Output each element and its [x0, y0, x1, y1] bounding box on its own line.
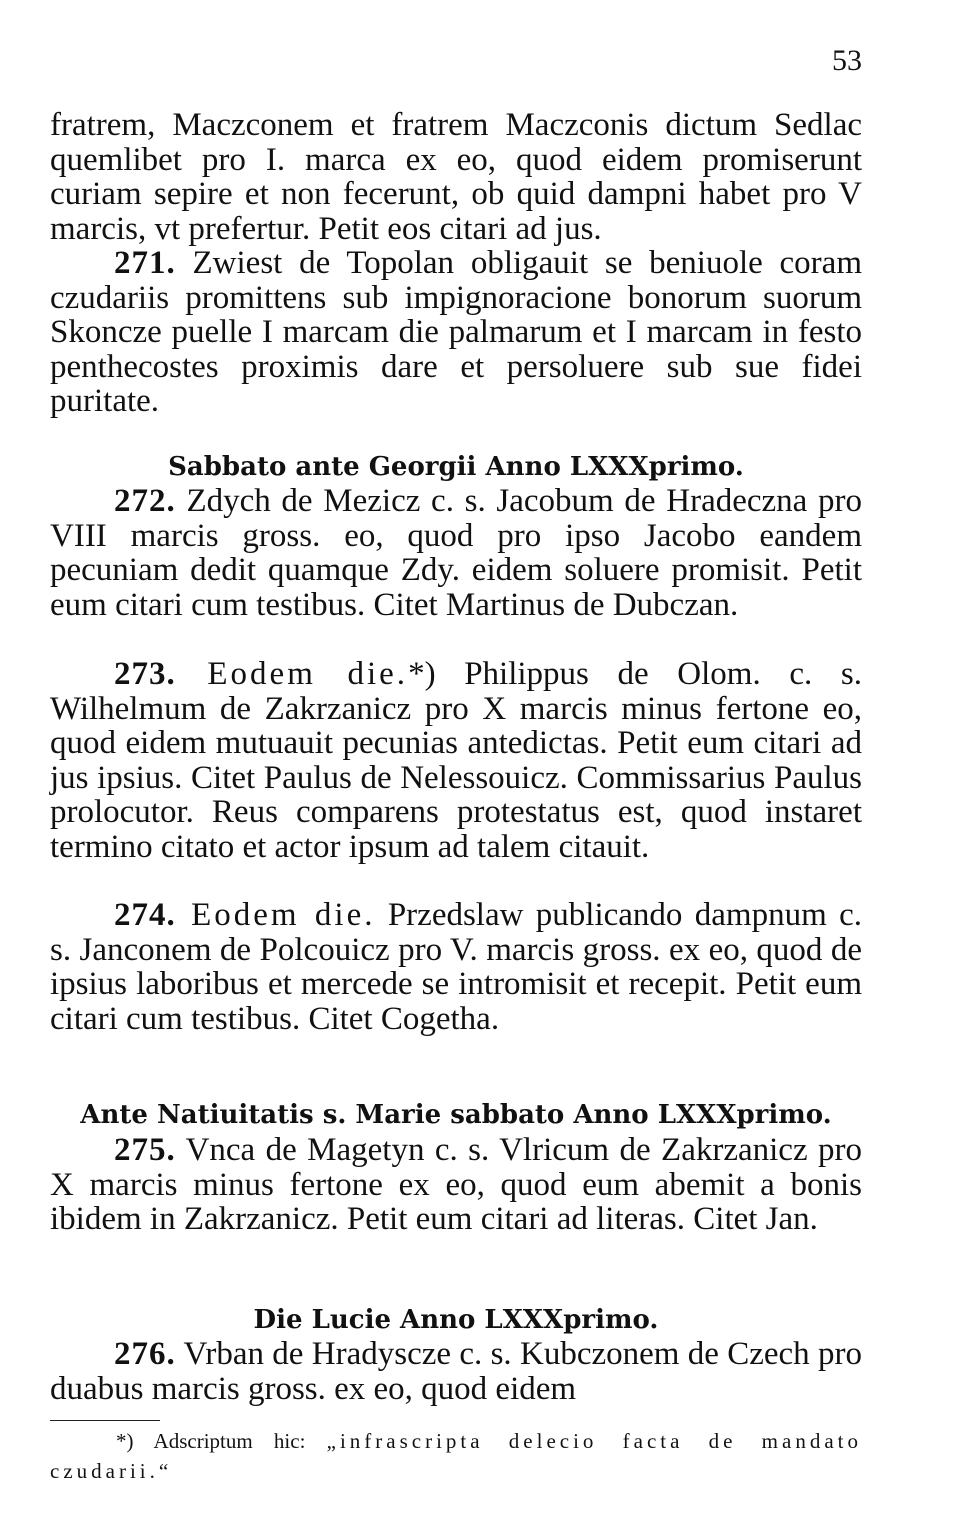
section-heading-3 — [50, 1305, 862, 1335]
entry-275 — [50, 1133, 862, 1237]
page-number: 53 — [832, 44, 862, 77]
entry-text: Zwiest de Topolan obligauit se beniuole coram czudariis promittens sub impignoracione bonorum suorum Skoncze puelle I marcam die palmarum et I marcam in festo penthecostes proximis dare et persoluere sub sue fidei puritate. — [50, 245, 862, 420]
entry-number: 275. — [114, 1132, 176, 1168]
entry-273 — [50, 657, 862, 865]
section-heading: Ante Natiuitatis s. Marie sabbato Anno LXXXprimo. — [80, 1100, 832, 1130]
footnote — [50, 1426, 862, 1486]
footnote-lead: Adscriptum hic: — [133, 1429, 327, 1453]
footnote-marker: *) — [116, 1429, 134, 1453]
continued-paragraph — [50, 108, 862, 246]
entry-text: Vnca de Magetyn c. s. Vlricum de Zakrzanicz pro X marcis minus fertone ex eo, quod eum abemit a bonis ibidem in Zakrzanicz. Petit eum citari ad literas. Citet Jan. — [50, 1132, 862, 1238]
entry-number: 274. — [114, 897, 176, 933]
entry-number: 276. — [114, 1336, 176, 1372]
footnote-rule — [50, 1420, 160, 1421]
entry-276 — [50, 1337, 862, 1406]
entry-number: 271. — [114, 245, 176, 281]
entry-272 — [50, 484, 862, 622]
entry-text: Zdych de Mezicz c. s. Jacobum de Hradeczna pro VIII marcis gross. eo, quod pro ipso Jacobo eandem pecuniam dedit quamque Zdy. eidem soluere promisit. Petit eum citari cum testibus. Citet Martinus de Dubczan. — [50, 483, 862, 623]
paragraph-text: fratrem, Maczconem et fratrem Maczconis dictum Sedlac quemlibet pro I. marca ex eo, quod eidem promiserunt curiam sepire et non fecerunt, ob quid dampni habet pro V marcis, vt prefertur. Petit eos citari ad jus. — [50, 107, 862, 247]
entry-274 — [50, 898, 862, 1036]
section-heading-1 — [50, 452, 862, 482]
entry-text: Vrban de Hradyscze c. s. Kubczonem de Czech pro duabus marcis gross. ex eo, quod eidem — [50, 1336, 862, 1407]
entry-text: Przedslaw publicando dampnum c. s. Janconem de Polcouicz pro V. marcis gross. ex eo, quod de ipsius laboribus et mercede se intromisit et recepit. Petit eum citari cum testibus. Citet Cogetha. — [50, 897, 862, 1037]
entry-number: 273. — [114, 656, 176, 692]
section-heading-2 — [50, 1100, 862, 1130]
section-heading: Die Lucie Anno LXXXprimo. — [253, 1305, 659, 1335]
entry-text: *) Philippus de Olom. c. s. Wilhelmum de Zakrzanicz pro X marcis minus fertone eo, quod eidem mutuauit pecunias antedictas. Petit eum citari ad jus ipsius. Citet Paulus de Nelessouicz. Commissarius Paulus prolocutor. Reus comparens protestatus est, quod instaret termino citato et actor ipsum ad talem citauit. — [50, 656, 862, 865]
entry-date: Eodem die. — [175, 656, 409, 692]
section-heading: Sabbato ante Georgii Anno LXXXprimo. — [168, 452, 744, 482]
footnote-quote: „infrascripta delecio facta de mandato czudarii.“ — [50, 1429, 862, 1483]
entry-271 — [50, 246, 862, 419]
entry-date: Eodem die. — [175, 897, 376, 933]
entry-number: 272. — [114, 483, 176, 519]
